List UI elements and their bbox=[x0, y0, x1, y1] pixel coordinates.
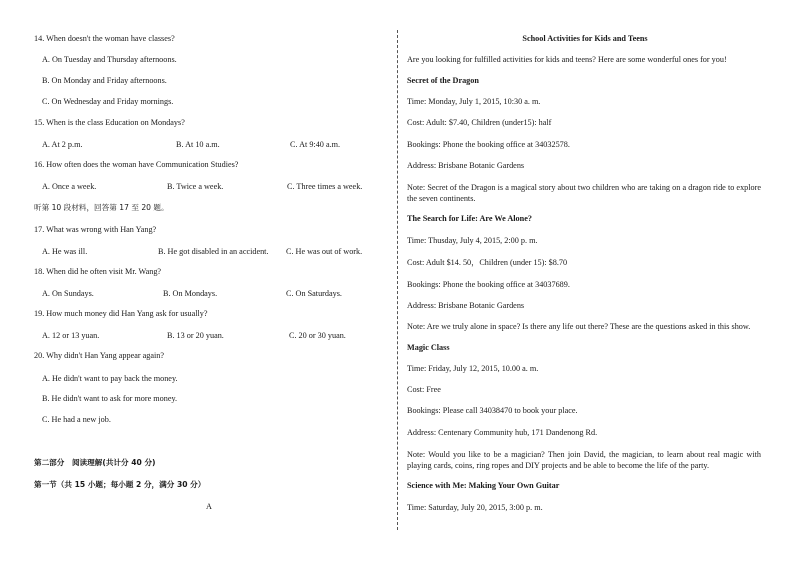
q17-option-a: A. He was ill. bbox=[42, 247, 88, 256]
q15-option-a: A. At 2 p.m. bbox=[42, 140, 83, 149]
q15-option-c: C. At 9:40 a.m. bbox=[290, 140, 341, 149]
q18-option-b: B. On Mondays. bbox=[163, 289, 218, 298]
activity-3-address: Address: Centenary Community hub, 171 Dandenong Rd. bbox=[407, 428, 598, 437]
q20-option-b: B. He didn't want to ask for more money. bbox=[42, 394, 178, 403]
q16-option-c: C. Three times a week. bbox=[287, 182, 363, 191]
activity-3-bookings: Bookings: Please call 34038470 to book your place. bbox=[407, 406, 578, 415]
activity-1-time: Time: Monday, July 1, 2015, 10:30 a. m. bbox=[407, 97, 541, 106]
activity-2-bookings: Bookings: Phone the booking office at 34037689. bbox=[407, 280, 570, 289]
q15-option-b: B. At 10 a.m. bbox=[176, 140, 220, 149]
passage-title: School Activities for Kids and Teens bbox=[522, 34, 648, 43]
q14-option-b: B. On Monday and Friday afternoons. bbox=[42, 76, 167, 85]
q19-option-b: B. 13 or 20 yuan. bbox=[167, 331, 224, 340]
activity-2-time: Time: Thusday, July 4, 2015, 2:00 p. m. bbox=[407, 236, 538, 245]
column-divider bbox=[397, 30, 398, 530]
passage-intro: Are you looking for fulfilled activities for kids and teens? Here are some wonderful ones for you! bbox=[407, 55, 727, 64]
passage-label: A bbox=[206, 502, 212, 511]
q14-question: 14. When doesn't the woman have classes? bbox=[34, 34, 175, 43]
activity-2-address: Address: Brisbane Botanic Gardens bbox=[407, 301, 525, 310]
part-two-heading: 第二部分 阅读理解(共计分 40 分) bbox=[34, 458, 156, 467]
q20-option-c: C. He had a new job. bbox=[42, 415, 111, 424]
activity-1-heading: Secret of the Dragon bbox=[407, 76, 479, 85]
q19-question: 19. How much money did Han Yang ask for usually? bbox=[34, 309, 208, 318]
activity-3-time: Time: Friday, July 12, 2015, 10.00 a. m. bbox=[407, 364, 539, 373]
listening-instruction: 听第 10 段材料，回答第 17 至 20 题。 bbox=[34, 203, 169, 212]
q18-option-a: A. On Sundays. bbox=[42, 289, 94, 298]
q19-option-c: C. 20 or 30 yuan. bbox=[289, 331, 346, 340]
activity-3-cost: Cost: Free bbox=[407, 385, 441, 394]
activity-4-time: Time: Saturday, July 20, 2015, 3:00 p. m. bbox=[407, 503, 543, 512]
q15-question: 15. When is the class Education on Mondays? bbox=[34, 118, 185, 127]
q17-question: 17. What was wrong with Han Yang? bbox=[34, 225, 157, 234]
activity-2-heading: The Search for Life: Are We Alone? bbox=[407, 214, 532, 223]
q20-option-a: A. He didn't want to pay back the money. bbox=[42, 374, 178, 383]
q16-question: 16. How often does the woman have Communication Studies? bbox=[34, 160, 239, 169]
q19-option-a: A. 12 or 13 yuan. bbox=[42, 331, 100, 340]
activity-3-heading: Magic Class bbox=[407, 343, 450, 352]
activity-1-note: Note: Secret of the Dragon is a magical story about two children who are taking on a dragon ride to explore the seven continents. bbox=[407, 183, 761, 203]
activity-3-note: Note: Would you like to be a magician? Then join David, the magician, to learn about real magic with playing cards, coins, ring ropes and DIY projects and be able to become the life of the party. bbox=[407, 450, 761, 470]
q17-option-b: B. He got disabled in an accident. bbox=[158, 247, 269, 256]
section-one-heading: 第一节（共 15 小题；每小题 2 分，满分 30 分） bbox=[34, 480, 206, 489]
q17-option-c: C. He was out of work. bbox=[286, 247, 363, 256]
q18-question: 18. When did he often visit Mr. Wang? bbox=[34, 267, 162, 276]
q16-option-b: B. Twice a week. bbox=[167, 182, 224, 191]
q20-question: 20. Why didn't Han Yang appear again? bbox=[34, 351, 165, 360]
activity-2-cost: Cost: Adult $14. 50，Children (under 15): $8.70 bbox=[407, 258, 568, 267]
q18-option-c: C. On Saturdays. bbox=[286, 289, 342, 298]
activity-4-heading: Science with Me: Making Your Own Guitar bbox=[407, 481, 560, 490]
q14-option-c: C. On Wednesday and Friday mornings. bbox=[42, 97, 174, 106]
activity-1-address: Address: Brisbane Botanic Gardens bbox=[407, 161, 525, 170]
activity-2-note: Note: Are we truly alone in space? Is there any life out there? These are the questions asked in this show. bbox=[407, 322, 751, 331]
activity-1-bookings: Bookings: Phone the booking office at 34032578. bbox=[407, 140, 570, 149]
q14-option-a: A. On Tuesday and Thursday afternoons. bbox=[42, 55, 177, 64]
activity-1-cost: Cost: Adult: $7.40, Children (under15): half bbox=[407, 118, 552, 127]
q16-option-a: A. Once a week. bbox=[42, 182, 97, 191]
